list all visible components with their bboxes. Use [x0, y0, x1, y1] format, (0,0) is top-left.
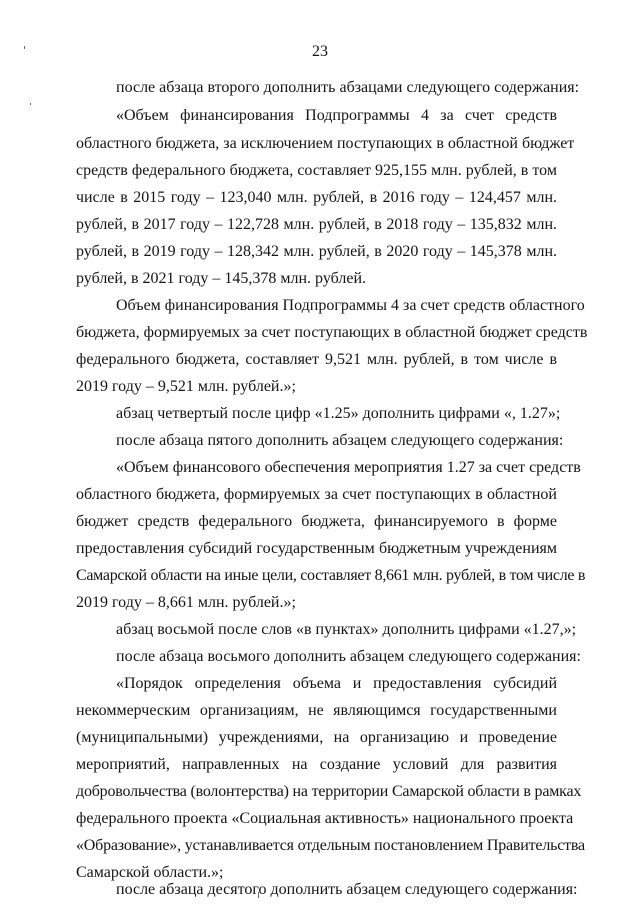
- text-line: областного бюджета, за исключением поступающих в областной бюджет: [76, 135, 575, 152]
- text-line: после абзаца пятого дополнить абзацем следующего содержания:: [116, 432, 564, 449]
- text-line: 2019 году – 9,521 млн. рублей.»;: [76, 378, 296, 395]
- text-line: бюджета, формируемых за счет поступающих в областной бюджет средств: [76, 324, 588, 341]
- page-number: 23: [312, 43, 328, 60]
- text-line: Самарской области на иные цели, составляет 8,661 млн. рублей, в том числе в: [76, 567, 586, 584]
- scan-speck: [30, 103, 31, 105]
- text-line: «Объем финансирования Подпрограммы 4 за счет средств: [116, 107, 557, 124]
- text-line: рублей, в 2017 году – 122,728 млн. рублей, в 2018 году – 135,832 млн.: [76, 216, 557, 233]
- text-line: некоммерческим организациям, не являющимся государственными: [76, 702, 557, 719]
- text-line: после абзаца второго дополнить абзацами следующего содержания:: [116, 79, 580, 96]
- text-line: бюджет средств федерального бюджета, финансируемого в форме: [76, 513, 557, 530]
- text-line: «Объем финансового обеспечения мероприятия 1.27 за счет средств: [116, 459, 581, 476]
- text-line: «Образование», устанавливается отдельным постановлением Правительства: [76, 837, 585, 854]
- text-line: федерального бюджета, составляет 9,521 млн. рублей, в том числе в: [76, 351, 557, 368]
- text-line: мероприятий, направленных на создание условий для развития: [76, 756, 557, 773]
- text-line: федерального проекта «Социальная активность» национального проекта: [76, 810, 574, 827]
- text-line: (муниципальными) учреждениями, на организацию и проведение: [76, 729, 557, 746]
- text-line: рублей, в 2021 году – 145,378 млн. рублей.: [76, 270, 367, 287]
- text-line: после абзаца восьмого дополнить абзацем следующего содержания:: [116, 648, 581, 665]
- text-line: абзац четвертый после цифр «1.25» дополнить цифрами «, 1.27»;: [116, 405, 561, 422]
- text-line: предоставления субсидий государственным бюджетным учреждениям: [76, 540, 557, 557]
- text-line: «Порядок определения объема и предоставления субсидий: [116, 675, 557, 692]
- text-line: числе в 2015 году – 123,040 млн. рублей, в 2016 году – 124,457 млн.: [76, 189, 557, 206]
- text-line: добровольчества (волонтерства) на территории Самарской области в рамках: [76, 783, 582, 800]
- text-line: Объем финансирования Подпрограммы 4 за счет средств областного: [116, 297, 585, 314]
- text-line: средств федерального бюджета, составляет 925,155 млн. рублей, в том: [76, 162, 557, 179]
- text-line: 2019 году – 8,661 млн. рублей.»;: [76, 594, 296, 611]
- text-line: после абзаца десятого дополнить абзацем следующего содержания:: [116, 881, 578, 898]
- text-line: абзац восьмой после слов «в пунктах» дополнить цифрами «1.27,»;: [116, 621, 577, 638]
- text-line: Самарской области.»;: [76, 864, 224, 881]
- text-line: рублей, в 2019 году – 128,342 млн. рублей, в 2020 году – 145,378 млн.: [76, 243, 557, 260]
- text-line: областного бюджета, формируемых за счет поступающих в областной: [76, 486, 557, 503]
